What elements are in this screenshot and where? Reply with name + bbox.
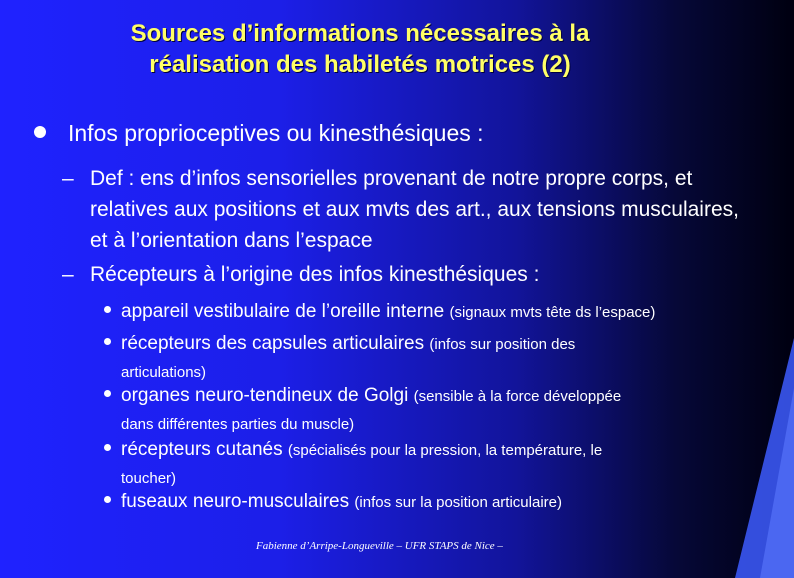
receptor-note-continued: articulations) <box>121 364 207 381</box>
receptor-name: appareil vestibulaire de l’oreille interne <box>121 301 445 322</box>
receptor-note: (signaux mvts tête ds l’espace) <box>449 304 656 321</box>
receptor-name: récepteurs cutanés <box>121 439 283 460</box>
receptor-name: organes neuro-tendineux de Golgi <box>121 385 409 406</box>
receptor-note: (infos sur la position articulaire) <box>354 494 562 511</box>
receptor-note: (spécialisés pour la pression, la température, le <box>287 442 603 459</box>
slide-title-line-2: réalisation des habiletés motrices (2) <box>149 51 571 78</box>
dash-icon: – <box>62 263 74 286</box>
main-bullet-text: Infos proprioceptives ou kinesthésiques : <box>68 120 484 146</box>
receptor-name: récepteurs des capsules articulaires <box>121 333 425 354</box>
bullet-dot-icon <box>104 496 111 503</box>
sub-bullet-text: Récepteurs à l’origine des infos kinesthésiques : <box>90 263 540 286</box>
bullet-dot-icon <box>104 444 111 451</box>
receptor-note-continued: dans différentes parties du muscle) <box>121 416 355 433</box>
bullet-dot-icon <box>104 390 111 397</box>
bullet-dot-icon <box>104 338 111 345</box>
bullet-dot-icon <box>104 306 111 313</box>
receptor-note: (sensible à la force développée <box>413 388 622 405</box>
bullet-dot-icon <box>34 126 46 138</box>
receptor-note-continued: toucher) <box>121 470 177 487</box>
slide-title <box>40 18 680 80</box>
dash-icon: – <box>62 167 74 190</box>
slide-title-line-1: Sources d’informations nécessaires à la <box>130 20 590 47</box>
receptor-name: fuseaux neuro-musculaires <box>121 491 350 512</box>
slide-footer: Fabienne d’Arripe-Longueville – UFR STAPS de Nice – <box>256 540 503 552</box>
receptor-note: (infos sur position des <box>429 336 576 353</box>
sub-bullet-text: Def : ens d’infos sensorielles provenant de notre propre corps, et relatives aux positions et aux mvts des art., aux tensions musculaires, et à l’orientation dans l’espace <box>90 167 739 252</box>
